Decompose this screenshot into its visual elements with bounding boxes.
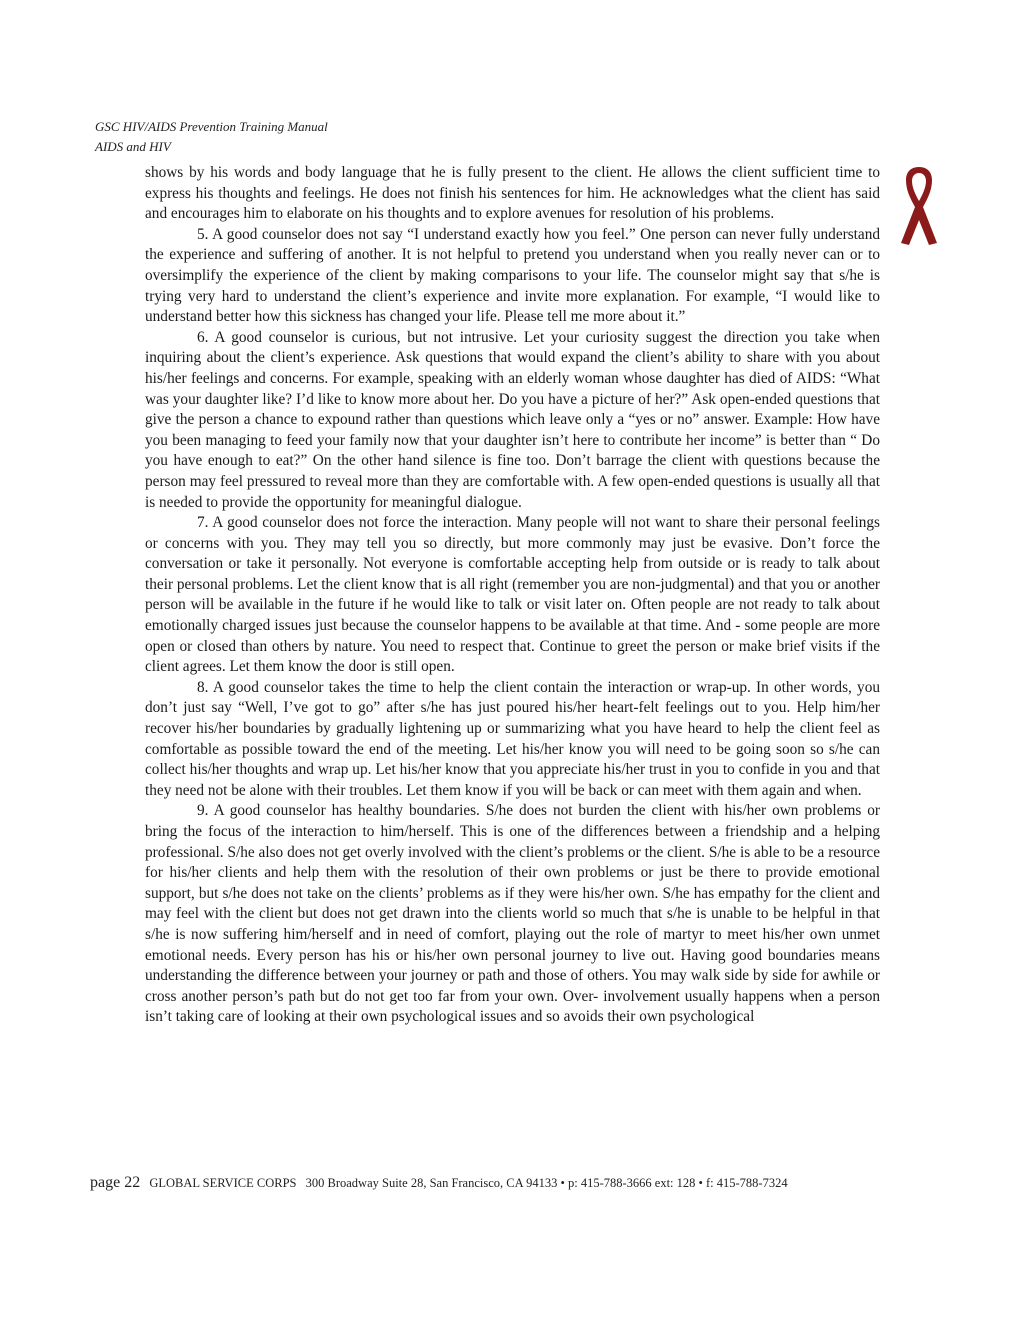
page-number: page 22 <box>90 1174 141 1191</box>
contact-address: 300 Broadway Suite 28, San Francisco, CA 94133 • p: 415-788-3666 ext: 128 • f: 415-788-7324 <box>305 1176 788 1190</box>
header-section-title: AIDS and HIV <box>95 139 171 154</box>
organization-name: GLOBAL SERVICE CORPS <box>149 1176 297 1190</box>
running-header <box>95 117 328 157</box>
paragraph-continuation: shows by his words and body language that he is fully present to the client. He allows the client sufficient time to express his thoughts and feelings. He does not finish his sentences for him. He acknowledges what the client has said and encourages him to elaborate on his thoughts and to explore avenues for resolution of his problems. <box>145 164 880 223</box>
paragraph-item-7: 7. A good counselor does not force the interaction. Many people will not want to share their personal feelings or concerns with you. They may tell you so directly, but more commonly may just be evasive. Don’t force the conversation or take it personally. Not everyone is comfortable accepting help from outside or is ready to talk about their personal problems. Let the client know that is all right (remember you are non-judgmental) and that you or another person will be available in the future if he would like to talk or visit later on. Often people are not ready to talk about emotionally charged issues just because the counselor happens to be available at that time. And - some people are more open or closed than others by nature. You need to respect that. Continue to greet the person or make brief visits if the client agrees. Let them know the door is still open. <box>145 514 880 676</box>
ribbon-shape <box>901 167 937 245</box>
header-manual-title: GSC HIV/AIDS Prevention Training Manual <box>95 119 328 134</box>
body-text <box>145 163 880 1028</box>
paragraph-item-6: 6. A good counselor is curious, but not intrusive. Let your curiosity suggest the direction you take when inquiring about the client’s experience. Ask questions that would expand the client’s ability to share with you about his/her feelings and concerns. For example, speaking with an elderly woman whose daughter has died of AIDS: “What was your daughter like? I’d like to know more about her. Do you have a picture of her?” Ask open-ended questions that give the person a chance to expound rather than questions which leave only a “yes or no” answer. Example: How have you been managing to feed your family now that your daughter isn’t here to contribute her income” is better than “ Do you have enough to eat?” On the other hand silence is fine too. Don’t barrage the client with questions because the person may feel pressured to reveal more than they are comfortable with. A few open-ended questions is usually all that is needed to provide the opportunity for meaningful dialogue. <box>145 328 880 511</box>
red-ribbon-icon <box>897 165 941 247</box>
page-footer <box>90 1174 788 1192</box>
paragraph-item-5: 5. A good counselor does not say “I understand exactly how you feel.” One person can never fully understand the experience and suffering of another. It is not helpful to pretend you understand when you really never can or to oversimplify the experience of the client by making comparisons to your life. The counselor might say that s/he is trying very hard to understand the client’s experience and invite more explanation. For example, “I would like to understand better how this sickness has changed your life. Please tell me more about it.” <box>145 225 880 326</box>
paragraph-item-9: 9. A good counselor has healthy boundaries. S/he does not burden the client with his/her own problems or bring the focus of the interaction to him/herself. This is one of the differences between a friendship and a helping professional. S/he also does not get overly involved with the client’s problems or the client. S/he is able to be a resource for his/her clients and help them with the resolution of their own problems or just be there to provide emotional support, but s/he does not take on the clients’ problems as if they were his/her own. S/he has empathy for the client and may feel with the client but does not get drawn into the clients world so much that s/he is unable to be helpful in that s/he is now suffering him/herself and in need of comfort, playing out the role of martyr to meet his/her own unmet emotional needs. Every person has his or his/her own personal journey to live out. Having good boundaries means understanding the difference between your journey or path and those of others. You may walk side by side for awhile or cross another person’s path but do not get too far from your own. Over- involvement usually happens when a person isn’t taking care of looking at their own psychological issues and so avoids their own psychological <box>145 802 880 1026</box>
paragraph-item-8: 8. A good counselor takes the time to help the client contain the interaction or wrap-up. In other words, you don’t just say “Well, I’ve got to go” after s/he has just poured his/her heart-felt feelings out to you. Help him/her recover his/her boundaries by gradually lightening up or summarizing what you have heard to help the client feel as comfortable as possible toward the end of the meeting. Let his/her know you will need to be going soon so s/he can collect his/her thoughts and wrap up. Let his/her know that you appreciate his/her trust in you to confide in you and that they need not be alone with their troubles. Let them know if you will be back or can meet with them again and when. <box>145 678 880 799</box>
